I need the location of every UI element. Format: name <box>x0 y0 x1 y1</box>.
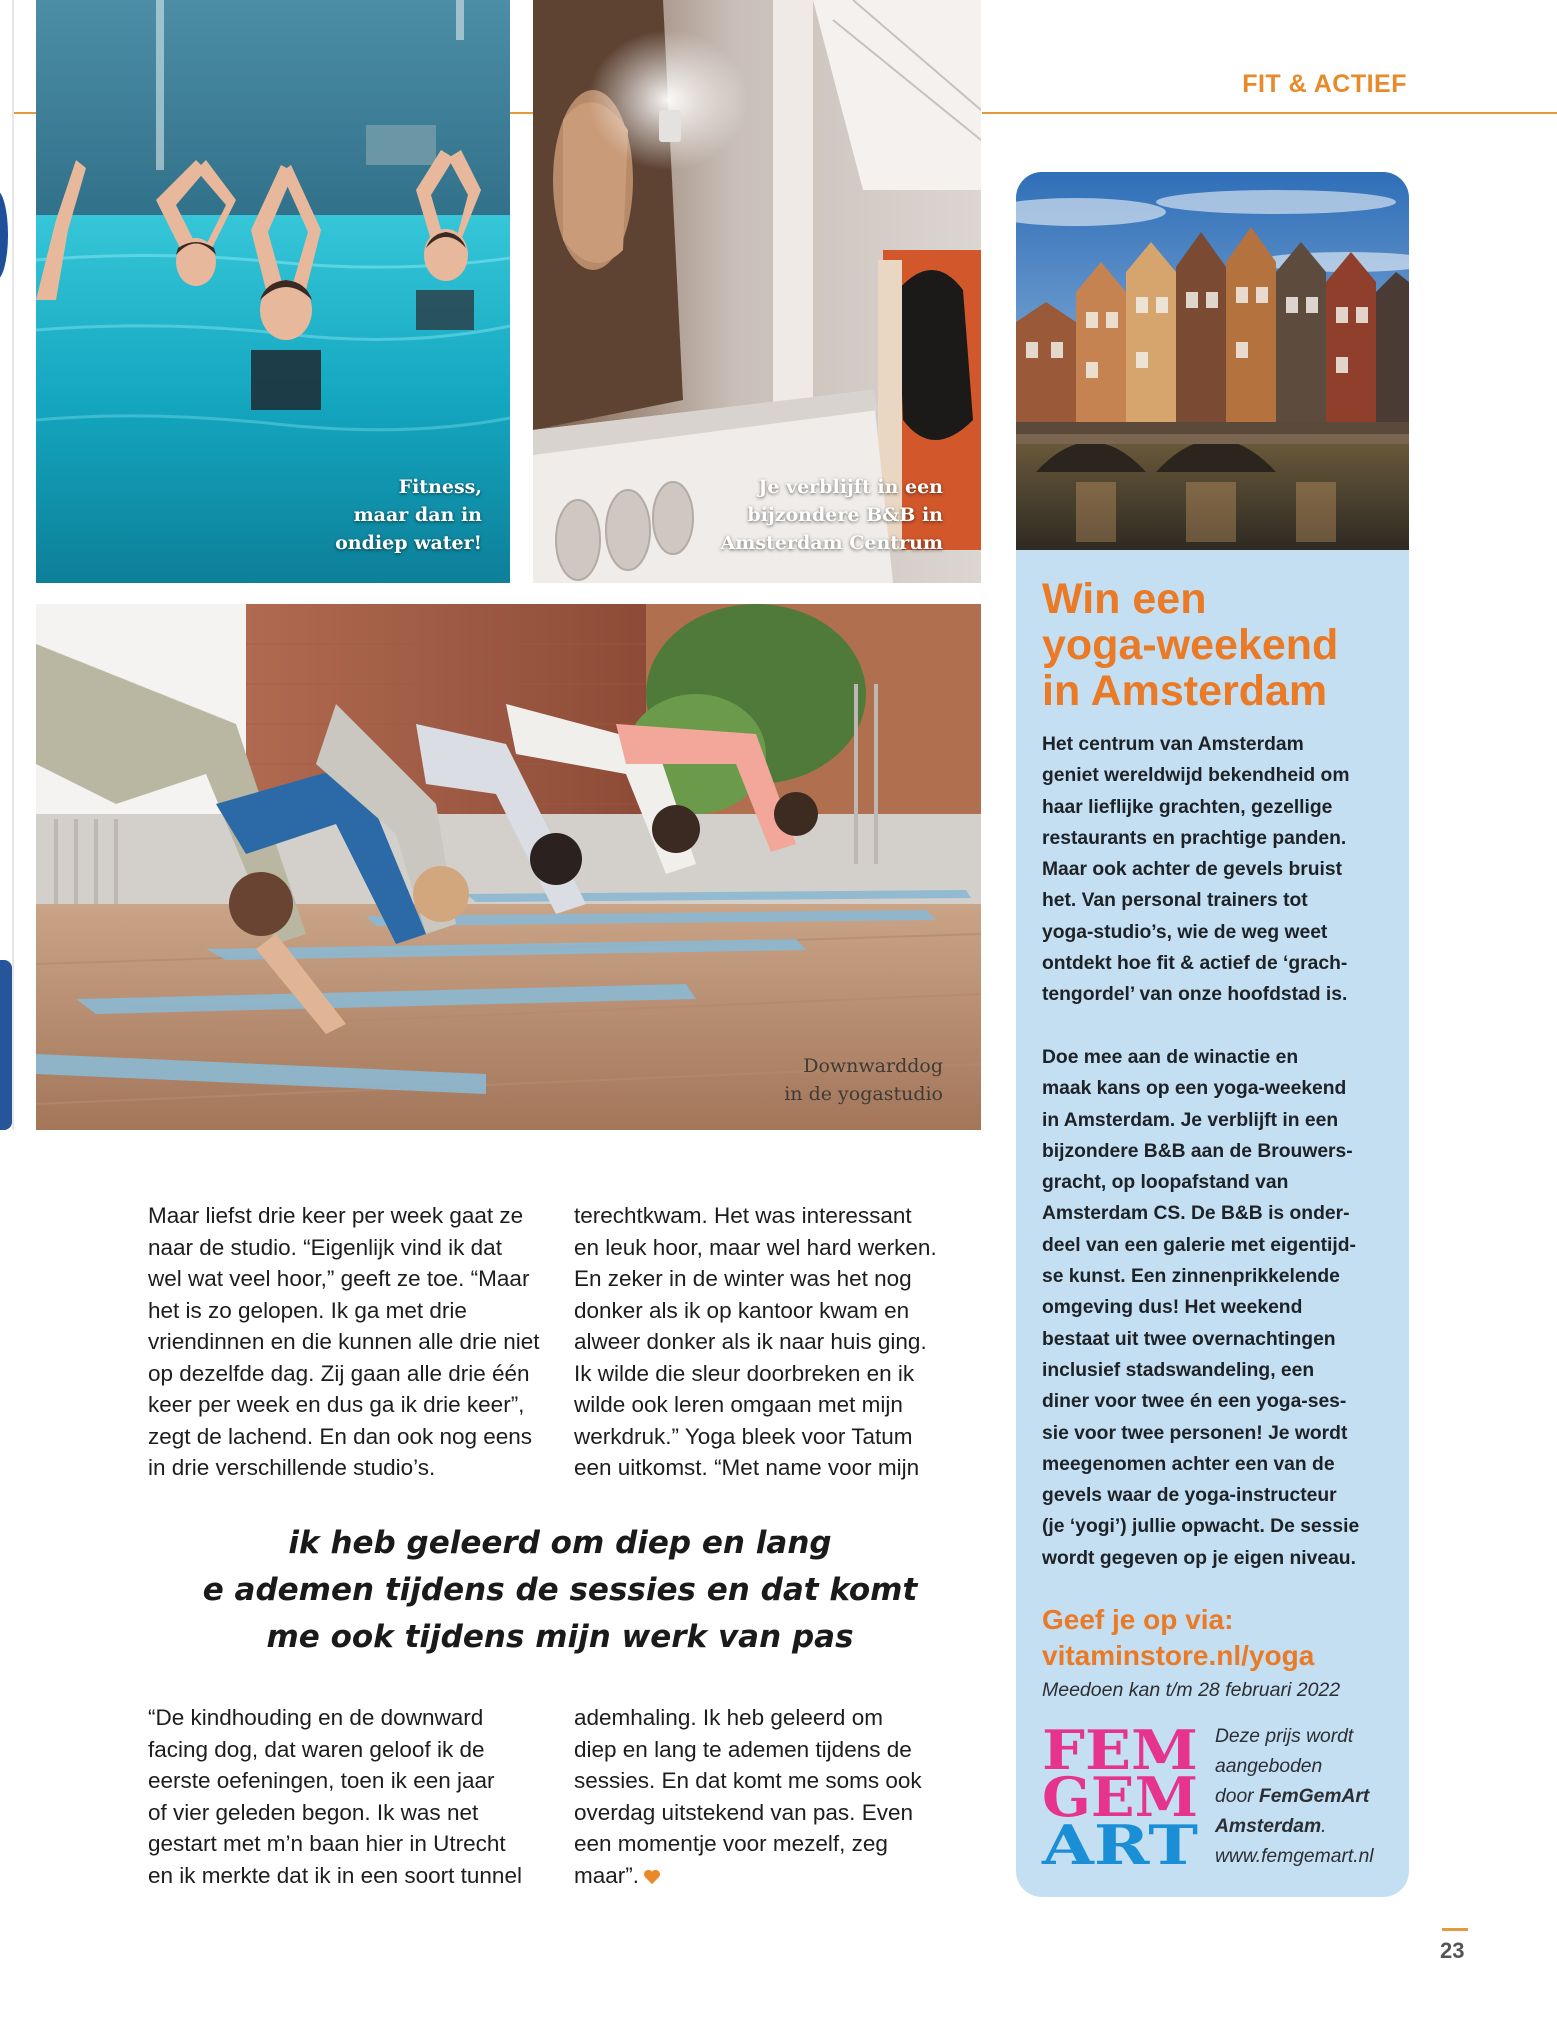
previous-page-edge <box>0 0 14 1130</box>
article-column-2-bottom <box>574 1702 994 1891</box>
pool-aerobics-photo <box>36 0 510 583</box>
sponsor-website-link[interactable]: www.femgemart.nl <box>1215 1846 1374 1867</box>
article-column-1-bottom <box>148 1702 568 1891</box>
contest-description: Het centrum van Amsterdam geniet wereldwijd bekendheid om haar lieflijke grachten, gezellige restaurants en prachtige panden. Maar ook achter de gevels bruist het. Van personal trainers tot yoga-studio’s, wie de weg weet ontdekt hoe fit & actief de ‘grach- tengordel’ van onze hoofdstad is. Doe mee aan de winactie en maak kans op een yoga-weekend in Amsterdam. Je verblijft in een bijzondere B&B aan de Brouwers- gracht, op loopafstand van Amsterdam CS. De B&B is onder- deel van een galerie met eigentijd- se kunst. Een zinnenprikkelende omgeving dus! Het weekend bestaat uit twee overnachtingen inclusief stadswandeling, een diner voor twee én een yoga-ses- sie voor twee personen! Je wordt meegenomen achter een van de gevels waar de yoga-instructeur (je ‘yogi’) jullie opwacht. De sessie wordt gegeven op je eigen niveau. <box>1042 734 1360 1569</box>
signup-link[interactable]: vitaminstore.nl/yoga <box>1042 1640 1315 1671</box>
article-column-1-top <box>148 1200 568 1484</box>
signup-label: Geef je op via: <box>1042 1604 1234 1635</box>
svg-text:ART: ART <box>1040 1813 1198 1866</box>
contest-title: Win een yoga-weekend in Amsterdam <box>1042 575 1339 715</box>
contest-deadline: Meedoen kan t/m 28 februari 2022 <box>1042 1679 1341 1701</box>
heart-icon <box>643 1869 661 1885</box>
contest-sidebar <box>1016 172 1409 1897</box>
article-paragraph: ademhaling. Ik heb geleerd om diep en lang te ademen tijdens de sessies. En dat komt me soms ook overdag uitstekend van pas. Even een momentje voor mezelf, zeg maar”. <box>574 1705 922 1888</box>
pull-quote: ik heb geleerd om diep en lang e ademen tijdens de sessies en dat komt me ook tijdens mijn werk van pas <box>202 1525 918 1655</box>
article-column-2-top <box>574 1200 994 1484</box>
bnb-room-photo <box>533 0 981 583</box>
article-paragraph: Maar liefst drie keer per week gaat ze naar de studio. “Eigenlijk vind ik dat wel wat veel hoor,” geeft ze toe. “Maar het is zo gelopen. Ik ga met drie vriendinnen en die kunnen alle drie niet op dezelfde dag. Zij gaan alle drie één keer per week en dus ga ik drie keer”, zegt de lachend. En dan ook nog eens in drie verschillende studio’s. <box>148 1203 540 1480</box>
article-paragraph: terechtkwam. Het was interessant en leuk hoor, maar wel hard werken. En zeker in de winter was het nog donker als ik op kantoor kwam en alweer donker als ik naar huis ging. Ik wilde die sleur doorbreken en ik wilde ook leren omgaan met mijn werkdruk.” Yoga bleek voor Tatum een uitkomst. “Met name voor mijn <box>574 1203 937 1480</box>
page-number: 23 <box>1440 1938 1465 1963</box>
article-paragraph: “De kindhouding en de downward facing dog, dat waren geloof ik de eerste oefeningen, toen ik een jaar of vier geleden begon. Ik was net gestart met m’n baan hier in Utrecht en ik merkte dat ik in een soort tunnel <box>148 1705 522 1888</box>
amsterdam-canal-photo <box>1016 172 1409 550</box>
prize-sponsor-note: Deze prijs wordt aangeboden door FemGemArt Amsterdam. www.femgemart.nl <box>1215 1722 1395 1872</box>
photo-caption: Fitness, maar dan in ondiep water! <box>335 476 482 554</box>
section-label: FIT & ACTIEF <box>1242 70 1407 98</box>
header-rule <box>982 112 1557 114</box>
svg-text:GEM: GEM <box>1042 1765 1198 1829</box>
yoga-studio-photo <box>36 604 981 1130</box>
svg-text:FEM: FEM <box>1042 1724 1198 1782</box>
page-number-rule <box>1442 1928 1468 1931</box>
femgemart-logo <box>1040 1724 1200 1866</box>
photo-caption: Je verblijft in een bijzondere B&B in Amsterdam Centrum <box>720 476 943 554</box>
photo-caption: Downwarddog in de yogastudio <box>784 1055 943 1105</box>
